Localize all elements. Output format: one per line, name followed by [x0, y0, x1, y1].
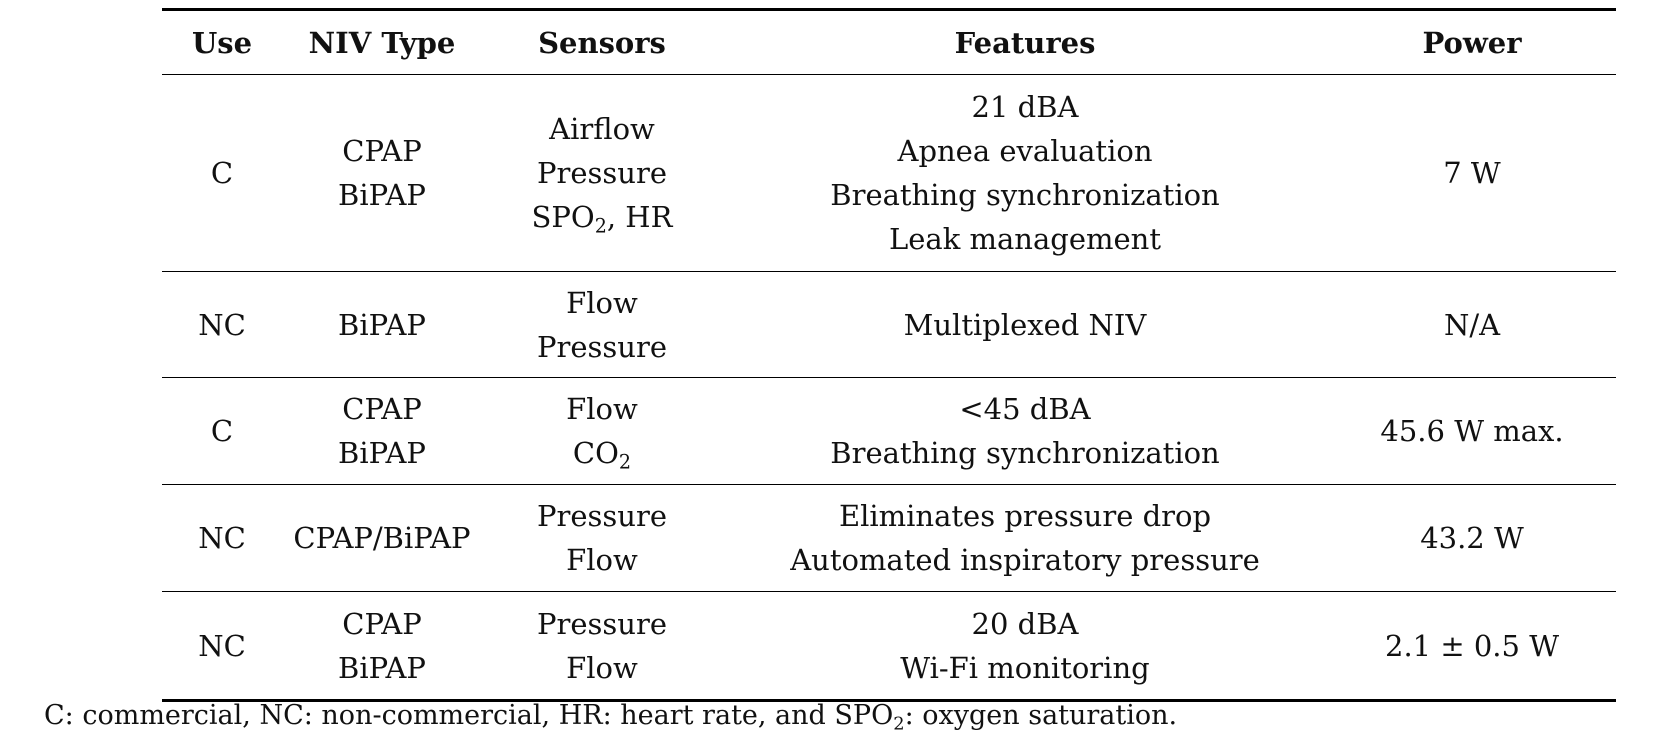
cell-niv-type-line: CPAP/BiPAP	[293, 521, 471, 555]
cell-sensors	[482, 378, 722, 485]
table-row	[162, 272, 1616, 378]
cell-niv-type	[282, 75, 482, 272]
cell-sensors	[482, 485, 722, 592]
cell-features-line: Breathing synchronization	[830, 436, 1220, 470]
cell-features-line: Apnea evaluation	[897, 134, 1153, 168]
sensor-subscript: 2	[618, 450, 632, 474]
cell-sensors-line: Pressure	[536, 606, 667, 641]
cell-sensors-line: Flow	[566, 543, 638, 577]
footnote-subscript: 2	[893, 713, 905, 735]
cell-sensors-line	[482, 431, 722, 475]
cell-niv-type-line: BiPAP	[338, 307, 426, 342]
cell-features-line: Multiplexed NIV	[903, 307, 1147, 342]
cell-sensors-line: Flow	[566, 650, 638, 685]
table-row	[162, 378, 1616, 485]
cell-sensors-line: Pressure	[536, 329, 667, 364]
table-row	[162, 75, 1616, 272]
cell-power: 7 W	[1443, 156, 1501, 190]
cell-power: 2.1 ± 0.5 W	[1385, 628, 1559, 663]
cell-features	[722, 378, 1328, 485]
cell-sensors	[482, 75, 722, 272]
cell-sensors	[482, 272, 722, 378]
cell-niv-type	[282, 272, 482, 378]
cell-niv-type	[282, 592, 482, 701]
cell-niv-type-line: BiPAP	[338, 650, 426, 685]
cell-use: NC	[198, 521, 246, 555]
cell-use: C	[210, 414, 234, 448]
cell-niv-type-line: BiPAP	[338, 436, 426, 470]
cell-niv-type-line: BiPAP	[338, 178, 426, 212]
cell-features-line: Automated inspiratory pressure	[790, 543, 1260, 577]
footnote-text-end: : oxygen saturation.	[904, 700, 1178, 731]
cell-niv-type-line: CPAP	[342, 392, 422, 426]
cell-niv-type-line: CPAP	[342, 134, 422, 168]
cell-features-line: <45 dBA	[959, 392, 1091, 426]
table-body	[162, 75, 1616, 701]
cell-niv-type-line: CPAP	[342, 606, 422, 641]
cell-niv-type	[282, 485, 482, 592]
header-power: Power	[1422, 25, 1522, 60]
cell-sensors	[482, 592, 722, 701]
header-row	[162, 10, 1616, 75]
table-row	[162, 485, 1616, 592]
header-features: Features	[954, 25, 1096, 60]
table-header	[162, 10, 1616, 75]
niv-table-container	[162, 8, 1616, 702]
cell-features-line: Breathing synchronization	[830, 178, 1220, 212]
cell-features	[722, 272, 1328, 378]
cell-features-line: 21 dBA	[971, 90, 1079, 124]
cell-features	[722, 75, 1328, 272]
cell-features	[722, 592, 1328, 701]
header-sensors: Sensors	[538, 25, 666, 60]
cell-use: NC	[198, 307, 246, 342]
cell-features-line: 20 dBA	[971, 606, 1079, 641]
footnote-text: C: commercial, NC: non-commercial, HR: heart rate, and SPO	[44, 700, 894, 731]
cell-use: C	[210, 156, 234, 190]
cell-sensors-line: Flow	[566, 285, 638, 320]
cell-features-line: Wi-Fi monitoring	[900, 650, 1150, 685]
cell-sensors-line	[482, 195, 722, 239]
cell-sensors-line: Flow	[566, 392, 638, 426]
sensor-text-suffix: , HR	[606, 200, 673, 234]
cell-power: 43.2 W	[1420, 521, 1524, 555]
sensor-text: SPO	[531, 200, 595, 234]
table-footnote	[44, 700, 1178, 735]
cell-use: NC	[198, 628, 246, 663]
cell-sensors-line: Pressure	[536, 156, 667, 190]
cell-features	[722, 485, 1328, 592]
cell-sensors-line: Airflow	[549, 112, 655, 146]
sensor-text: CO	[572, 436, 619, 470]
header-niv-type: NIV Type	[308, 25, 456, 60]
cell-niv-type	[282, 378, 482, 485]
table-row	[162, 592, 1616, 701]
cell-features-line: Leak management	[889, 222, 1161, 256]
cell-sensors-line: Pressure	[536, 499, 667, 533]
cell-power: 45.6 W max.	[1380, 414, 1564, 448]
niv-comparison-table	[162, 8, 1616, 702]
sensor-subscript: 2	[594, 214, 607, 238]
cell-features-line: Eliminates pressure drop	[838, 499, 1212, 533]
header-use: Use	[191, 25, 253, 60]
cell-power: N/A	[1443, 307, 1501, 342]
